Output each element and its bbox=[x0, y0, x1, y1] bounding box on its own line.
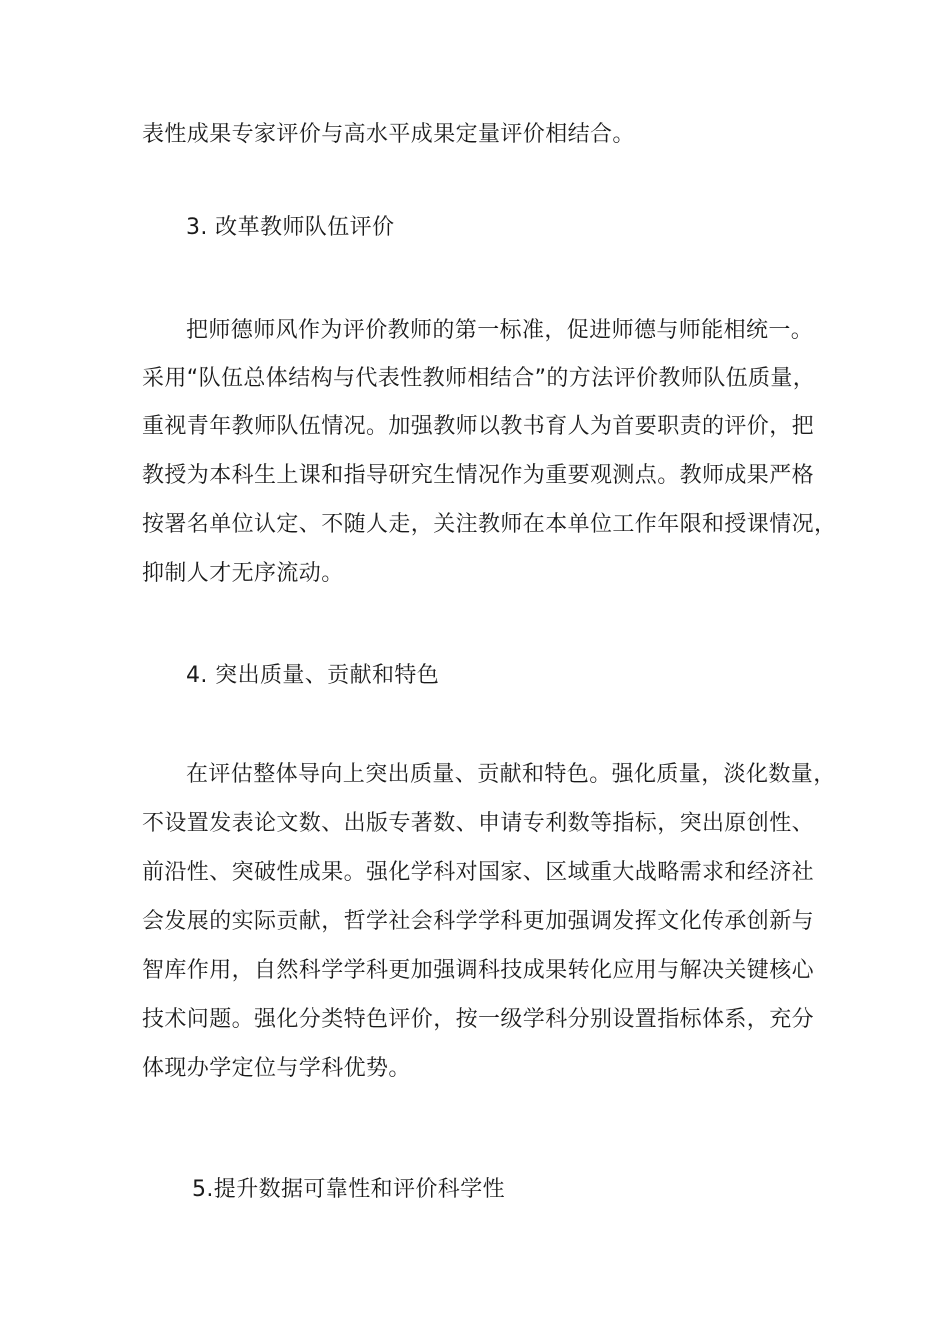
paragraph-line: 在评估整体导向上突出质量、贡献和特色。强化质量，淡化数量， bbox=[186, 762, 836, 787]
section-5-heading: 5.提升数据可靠性和评价科学性 bbox=[192, 1177, 505, 1202]
paragraph-line: 表性成果专家评价与高水平成果定量评价相结合。 bbox=[142, 122, 635, 147]
paragraph-line: 体现办学定位与学科优势。 bbox=[142, 1056, 411, 1081]
paragraph-line: 教授为本科生上课和指导研究生情况作为重要观测点。教师成果严格 bbox=[142, 463, 815, 488]
section-4-heading: 4. 突出质量、贡献和特色 bbox=[186, 663, 440, 688]
paragraph-line: 重视青年教师队伍情况。加强教师以教书育人为首要职责的评价，把 bbox=[142, 414, 815, 439]
section-3-heading: 3. 改革教师队伍评价 bbox=[186, 215, 395, 240]
paragraph-line: 技术问题。强化分类特色评价，按一级学科分别设置指标体系，充分 bbox=[142, 1007, 815, 1032]
paragraph-line: 会发展的实际贡献，哲学社会科学学科更加强调发挥文化传承创新与 bbox=[142, 909, 815, 934]
paragraph-line: 抑制人才无序流动。 bbox=[142, 561, 344, 586]
paragraph-line: 智库作用，自然科学学科更加强调科技成果转化应用与解决关键核心 bbox=[142, 958, 815, 983]
paragraph-line: 把师德师风作为评价教师的第一标准，促进师德与师能相统一。 bbox=[186, 318, 814, 343]
paragraph-line: 不设置发表论文数、出版专著数、申请专利数等指标，突出原创性、 bbox=[142, 811, 815, 836]
paragraph-line: 采用“队伍总体结构与代表性教师相结合”的方法评价教师队伍质量， bbox=[142, 366, 816, 391]
paragraph-line: 前沿性、突破性成果。强化学科对国家、区域重大战略需求和经济社 bbox=[142, 860, 815, 885]
paragraph-line: 按署名单位认定、不随人走，关注教师在本单位工作年限和授课情况， bbox=[142, 512, 837, 537]
